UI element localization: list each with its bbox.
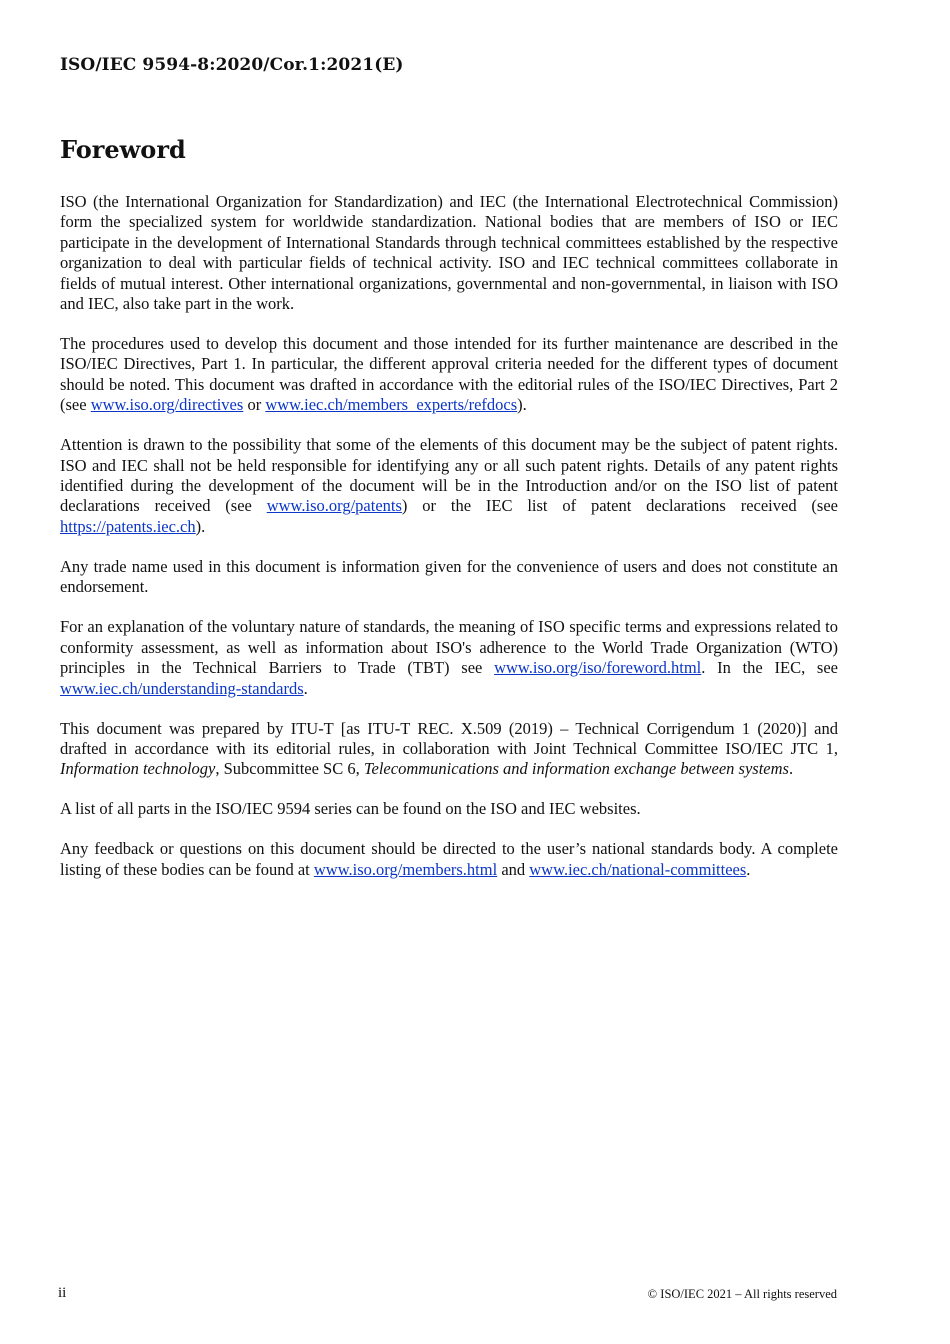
link-iec-national-committees[interactable]: www.iec.ch/national-committees (529, 859, 747, 879)
text-segment: This document was prepared by ITU-T [as ITU-T REC. X.509 (2019) – Technical Corrigendum 1 (2020)] and drafted in accordance with its editorial rules, in collaboration with Joint Technical Committee ISO/IEC JTC 1, (60, 718, 838, 758)
text-segment: or (243, 395, 266, 415)
paragraph-standardization: ISO (the International Organization for Standardization) and IEC (the International Electrotechnical Commission) form the specialized system for worldwide standardization. National bodies that are members of ISO or IEC participate in the development of International Standards through technical committees established by the respective organization to deal with particular fields of technical activity. ISO and IEC technical committees collaborate in fields of mutual interest. Other international organizations, governmental and non-governmental, in liaison with ISO and IEC, also take part in the work. (60, 192, 838, 314)
text-segment: . (303, 678, 308, 698)
text-segment: ). (517, 395, 527, 415)
link-iso-foreword[interactable]: www.iso.org/iso/foreword.html (494, 658, 702, 678)
text-segment: Any feedback or questions on this document should be directed to the user’s national standards body. A complete listing of these bodies can be found at (60, 839, 838, 879)
paragraph-feedback (60, 839, 838, 880)
emphasis-subcommittee: Telecommunications and information exchange between systems (363, 759, 789, 779)
text-segment: and (497, 859, 530, 879)
text-segment: . (746, 859, 751, 879)
link-iec-understanding-standards[interactable]: www.iec.ch/understanding-standards (60, 678, 304, 698)
copyright-notice: © ISO/IEC 2021 – All rights reserved (647, 1287, 837, 1301)
text-segment: , Subcommittee SC 6, (215, 759, 364, 779)
paragraph-prepared-by (60, 719, 838, 780)
link-iso-directives[interactable]: www.iso.org/directives (90, 395, 244, 415)
page-title: Foreword (60, 135, 186, 164)
text-segment: ) or the IEC list of patent declarations received (see (401, 496, 838, 516)
link-iso-members[interactable]: www.iso.org/members.html (313, 859, 498, 879)
text-segment: The procedures used to develop this document and those intended for its further maintenance are described in the ISO/IEC Directives, Part 1. In particular, the different approval criteria needed for the different types of document should be noted. This document was drafted in accordance with the editorial rules of the ISO/IEC Directives, Part 2 (see (60, 334, 838, 415)
emphasis-committee: Information technology (60, 759, 216, 779)
text-segment: Attention is drawn to the possibility that some of the elements of this document may be the subject of patent rights. ISO and IEC shall not be held responsible for identifying any or all such patent rights. Details of any patent rights identified during the development of the document will be in the Introduction and/or on the ISO list of patent declarations received (see (60, 435, 838, 516)
text-segment: . In the IEC, see (701, 658, 839, 678)
text-segment: For an explanation of the voluntary nature of standards, the meaning of ISO specific terms and expressions related to conformity assessment, as well as information about ISO's adherence to the World Trade Organization (WTO) principles in the Technical Barriers to Trade (TBT) see (60, 617, 838, 678)
paragraph-series-list: A list of all parts in the ISO/IEC 9594 series can be found on the ISO and IEC websites. (60, 799, 641, 819)
text-segment: ). (195, 516, 206, 536)
paragraph-trade-name: Any trade name used in this document is information given for the convenience of users and does not constitute an endorsement. (60, 556, 838, 597)
foreword-body (60, 192, 838, 900)
paragraph-voluntary-nature (60, 617, 838, 699)
link-iso-patents[interactable]: www.iso.org/patents (266, 496, 402, 516)
paragraph-procedures (60, 334, 838, 416)
link-iec-patents[interactable]: https://patents.iec.ch (60, 516, 196, 536)
link-iec-refdocs[interactable]: www.iec.ch/members_experts/refdocs (265, 395, 518, 415)
text-segment: . (788, 759, 794, 779)
paragraph-patents (60, 435, 838, 537)
page-number: ii (58, 1285, 67, 1301)
document-id-header: ISO/IEC 9594-8:2020/Cor.1:2021(E) (60, 55, 404, 75)
